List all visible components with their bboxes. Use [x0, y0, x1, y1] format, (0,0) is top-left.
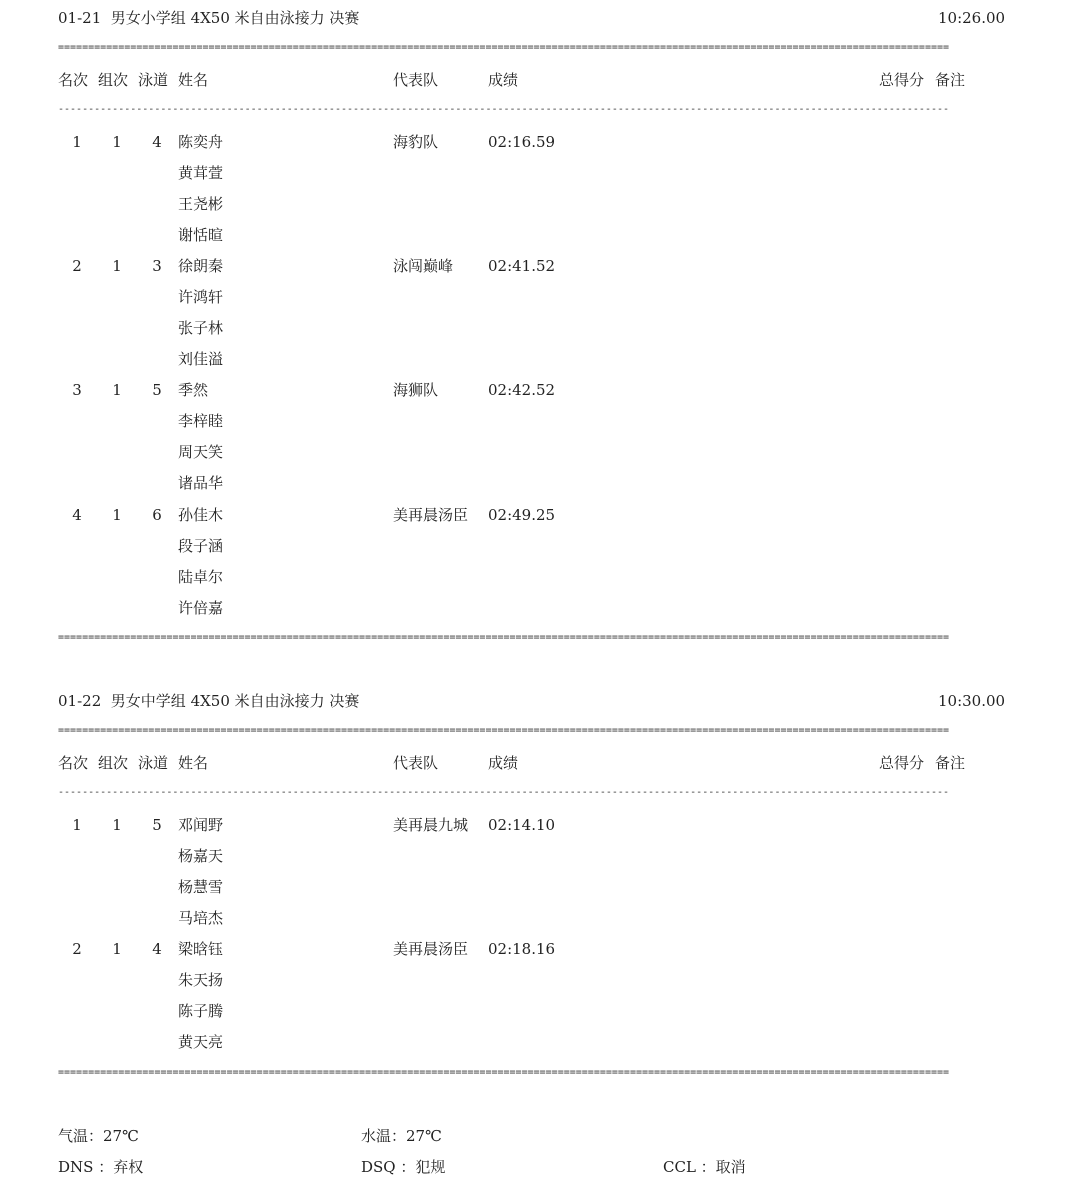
- entry-rank: 1: [72, 133, 82, 151]
- entry-rank: 4: [72, 506, 82, 524]
- entry-result: 02:16.59: [488, 133, 556, 151]
- member-name: 黄天亮: [178, 1033, 224, 1051]
- entry-lane: 6: [152, 506, 162, 524]
- double-rule: ====================================================================================================================================================: [58, 42, 950, 53]
- member-name: 陈子腾: [178, 1002, 224, 1020]
- entry-result: 02:14.10: [488, 816, 556, 834]
- event-title-line: [58, 8, 359, 28]
- double-rule: ====================================================================================================================================================: [58, 725, 950, 736]
- legend-dsq: DSQ ：犯规: [361, 1158, 446, 1176]
- entry-rank: 2: [72, 940, 82, 958]
- member-name: 朱天扬: [178, 971, 224, 989]
- member-name: 许鸿轩: [178, 288, 224, 306]
- header-team: 代表队: [393, 754, 439, 772]
- entry-result: 02:18.16: [488, 940, 556, 958]
- header-notes: 备注: [935, 754, 966, 772]
- member-name: 杨慧雪: [178, 878, 224, 896]
- entry-result: 02:41.52: [488, 257, 556, 275]
- member-name: 梁晗钰: [178, 940, 224, 958]
- member-name: 马培杰: [178, 909, 224, 927]
- legend-dns: DNS ：弃权: [58, 1158, 144, 1176]
- member-name: 王尧彬: [178, 195, 224, 213]
- header-points: 总得分: [879, 754, 925, 772]
- header-result: 成绩: [488, 71, 519, 89]
- single-rule: ----------------------------------------------------------------------------------------------------------------------------------------------------: [58, 787, 950, 798]
- entry-result: 02:49.25: [488, 506, 556, 524]
- entry-result: 02:42.52: [488, 381, 556, 399]
- entry-lane: 3: [152, 257, 162, 275]
- entry-team: 美再晨汤臣: [393, 506, 469, 524]
- entry-team: 美再晨汤臣: [393, 940, 469, 958]
- header-name: 姓名: [178, 71, 209, 89]
- air-temperature: 气温：27℃: [58, 1127, 139, 1145]
- double-rule: ====================================================================================================================================================: [58, 1067, 950, 1078]
- event-time: 10:30.00: [938, 692, 1006, 710]
- member-name: 诸品华: [178, 474, 224, 492]
- entry-group: 1: [112, 381, 122, 399]
- entry-group: 1: [112, 506, 122, 524]
- double-rule: ====================================================================================================================================================: [58, 632, 950, 643]
- member-name: 季然: [178, 381, 209, 399]
- member-name: 许倍嘉: [178, 599, 224, 617]
- header-points: 总得分: [879, 71, 925, 89]
- header-team: 代表队: [393, 71, 439, 89]
- member-name: 邓闻野: [178, 816, 224, 834]
- header-lane: 泳道: [138, 71, 169, 89]
- entry-lane: 5: [152, 381, 162, 399]
- entry-group: 1: [112, 940, 122, 958]
- entry-team: 海豹队: [393, 133, 439, 151]
- event-title-line: [58, 691, 359, 711]
- entry-group: 1: [112, 133, 122, 151]
- entry-lane: 4: [152, 133, 162, 151]
- header-name: 姓名: [178, 754, 209, 772]
- event-title: 男女小学组 4X50 米自由泳接力 决赛: [110, 9, 360, 27]
- member-name: 谢恬暄: [178, 226, 224, 244]
- entry-lane: 4: [152, 940, 162, 958]
- header-notes: 备注: [935, 71, 966, 89]
- header-rank: 名次: [58, 71, 89, 89]
- event-code: 01-21: [58, 9, 102, 27]
- member-name: 周天笑: [178, 443, 224, 461]
- entry-team: 海狮队: [393, 381, 439, 399]
- member-name: 李梓睦: [178, 412, 224, 430]
- header-result: 成绩: [488, 754, 519, 772]
- entry-rank: 2: [72, 257, 82, 275]
- member-name: 陆卓尔: [178, 568, 224, 586]
- header-group: 组次: [98, 754, 129, 772]
- event-time: 10:26.00: [938, 9, 1006, 27]
- single-rule: ----------------------------------------------------------------------------------------------------------------------------------------------------: [58, 104, 950, 115]
- legend-ccl: CCL ：取消: [663, 1158, 746, 1176]
- entry-lane: 5: [152, 816, 162, 834]
- header-group: 组次: [98, 71, 129, 89]
- header-lane: 泳道: [138, 754, 169, 772]
- member-name: 张子林: [178, 319, 224, 337]
- entry-rank: 3: [72, 381, 82, 399]
- member-name: 陈奕舟: [178, 133, 224, 151]
- entry-team: 泳闯巅峰: [393, 257, 454, 275]
- member-name: 刘佳溢: [178, 350, 224, 368]
- entry-rank: 1: [72, 816, 82, 834]
- header-rank: 名次: [58, 754, 89, 772]
- member-name: 段子涵: [178, 537, 224, 555]
- member-name: 孙佳木: [178, 506, 224, 524]
- member-name: 黄茸萱: [178, 164, 224, 182]
- event-code: 01-22: [58, 692, 102, 710]
- member-name: 徐朗秦: [178, 257, 224, 275]
- member-name: 杨嘉天: [178, 847, 224, 865]
- water-temperature: 水温：27℃: [361, 1127, 442, 1145]
- entry-group: 1: [112, 257, 122, 275]
- entry-group: 1: [112, 816, 122, 834]
- entry-team: 美再晨九城: [393, 816, 469, 834]
- event-title: 男女中学组 4X50 米自由泳接力 决赛: [110, 692, 360, 710]
